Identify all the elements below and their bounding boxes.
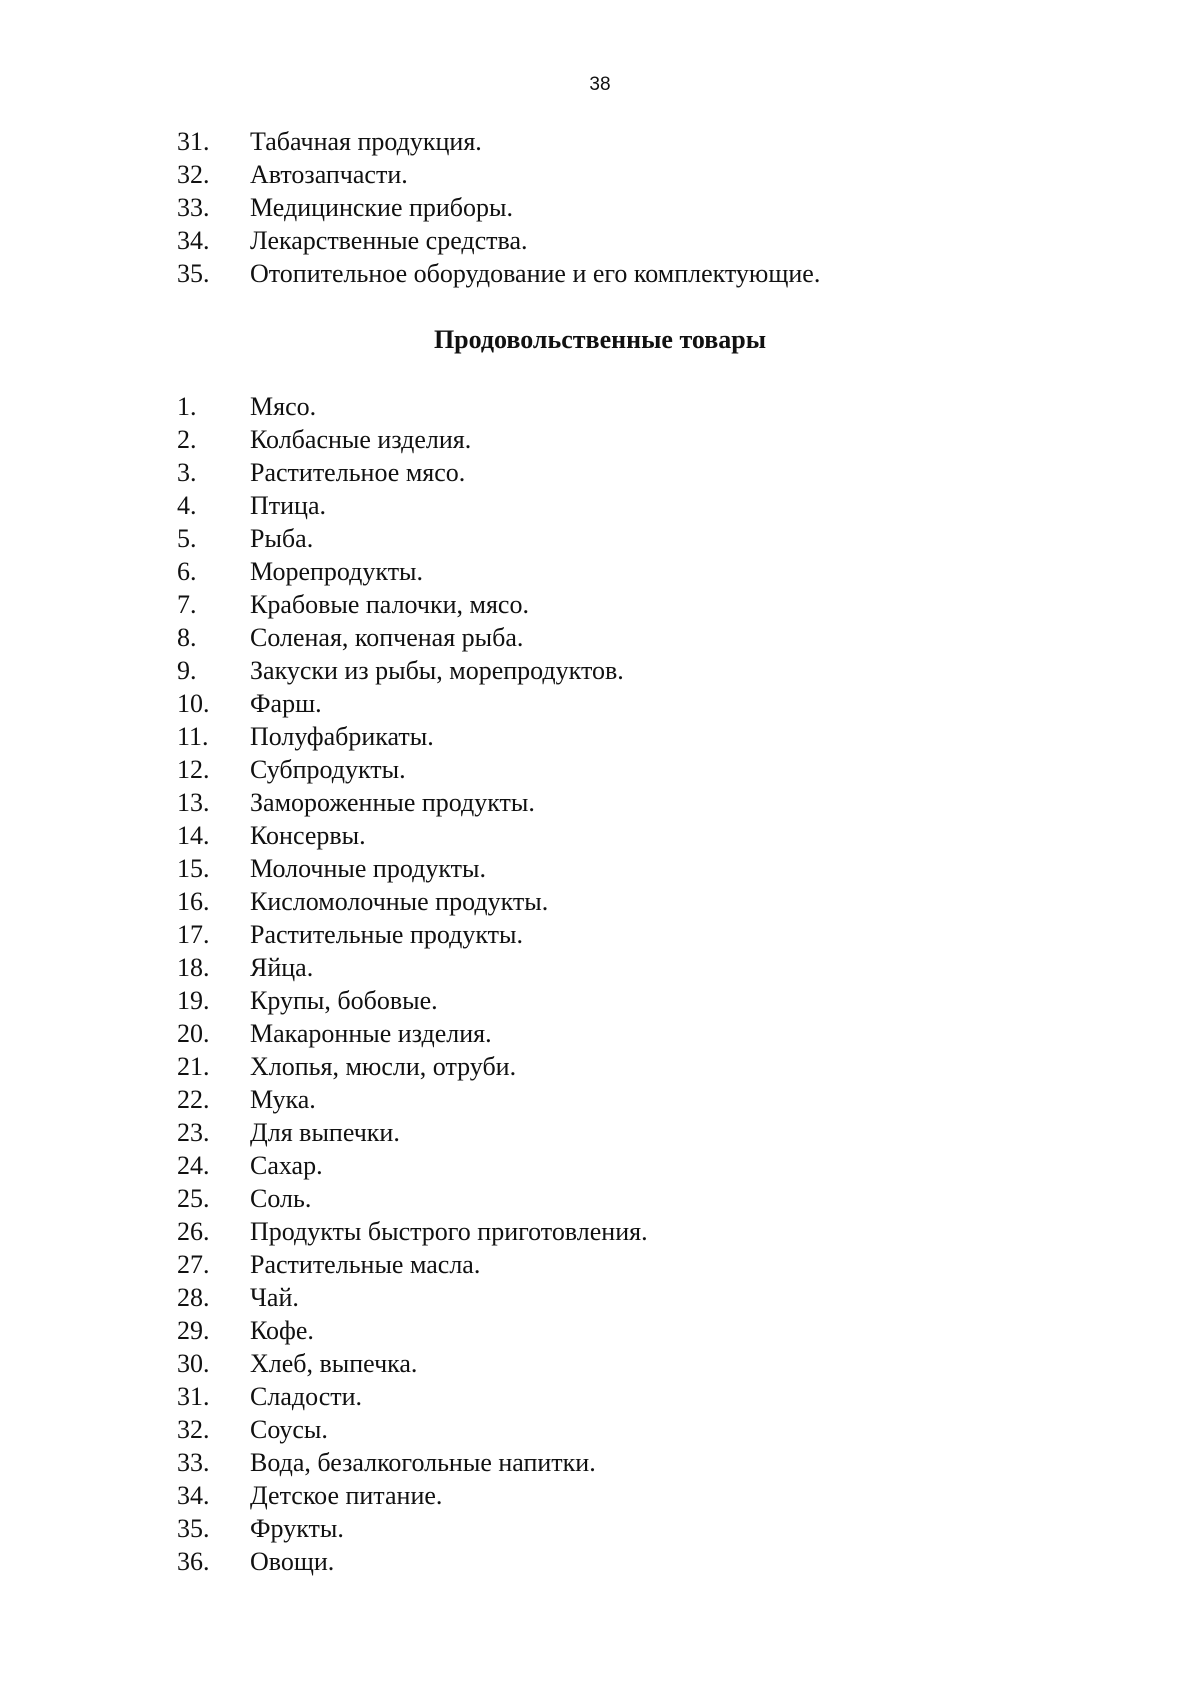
list-item-text: Кофе. (250, 1316, 314, 1345)
list-item-number: 33. (177, 1448, 210, 1477)
list-item-number: 3. (177, 458, 197, 487)
page-number: 38 (589, 74, 611, 95)
list-item-number: 31. (177, 127, 210, 156)
list-item-text: Табачная продукция. (250, 127, 482, 156)
list-item-number: 30. (177, 1349, 210, 1378)
list-item-text: Рыба. (250, 524, 314, 553)
list-item-text: Овощи. (250, 1547, 335, 1576)
list-item-number: 4. (177, 491, 197, 520)
list-item-number: 13. (177, 788, 210, 817)
list-item-number: 36. (177, 1547, 210, 1576)
list-item-text: Продукты быстрого приготовления. (250, 1217, 648, 1246)
list-item-number: 21. (177, 1052, 210, 1081)
list-item-number: 5. (177, 524, 197, 553)
list-item-text: Птица. (250, 491, 327, 520)
list-item-text: Полуфабрикаты. (250, 722, 434, 751)
list-item-text: Фарш. (250, 689, 322, 718)
list-item-text: Хлеб, выпечка. (250, 1349, 418, 1378)
list-item-text: Медицинские приборы. (250, 193, 514, 222)
list-item-number: 34. (177, 226, 210, 255)
list-item-text: Сахар. (250, 1151, 323, 1180)
list-item-number: 20. (177, 1019, 210, 1048)
list-item-text: Колбасные изделия. (250, 425, 472, 454)
list-item-number: 32. (177, 1415, 210, 1444)
list-item-text: Соленая, копченая рыба. (250, 623, 524, 652)
list-item-number: 6. (177, 557, 197, 586)
list-item-number: 22. (177, 1085, 210, 1114)
list-item-number: 32. (177, 160, 210, 189)
list-item-number: 1. (177, 392, 197, 421)
list-item-number: 19. (177, 986, 210, 1015)
list-item-text: Растительные продукты. (250, 920, 523, 949)
list-item-number: 10. (177, 689, 210, 718)
section-heading: Продовольственные товары (433, 325, 767, 354)
list-item-number: 8. (177, 623, 197, 652)
list-item-text: Крабовые палочки, мясо. (250, 590, 529, 619)
list-item-number: 9. (177, 656, 197, 685)
list-item-text: Вода, безалкогольные напитки. (250, 1448, 596, 1477)
list-item-number: 15. (177, 854, 210, 883)
list-item-text: Яйца. (250, 953, 314, 982)
list-item-number: 33. (177, 193, 210, 222)
list-item-number: 23. (177, 1118, 210, 1147)
list-item-number: 24. (177, 1151, 210, 1180)
list-item-number: 17. (177, 920, 210, 949)
list-item-number: 35. (177, 259, 210, 288)
list-item-text: Закуски из рыбы, морепродуктов. (250, 656, 624, 685)
list-item-number: 12. (177, 755, 210, 784)
list-item-number: 27. (177, 1250, 210, 1279)
list-item-text: Соусы. (250, 1415, 328, 1444)
list-item-text: Мясо. (250, 392, 317, 421)
list-item-text: Автозапчасти. (250, 160, 408, 189)
list-item-number: 14. (177, 821, 210, 850)
list-item-number: 28. (177, 1283, 210, 1312)
list-item-number: 29. (177, 1316, 210, 1345)
list-item-number: 26. (177, 1217, 210, 1246)
list-item-text: Соль. (250, 1184, 312, 1213)
list-item-text: Детское питание. (250, 1481, 443, 1510)
list-item-number: 18. (177, 953, 210, 982)
list-item-number: 35. (177, 1514, 210, 1543)
list-item-text: Кисломолочные продукты. (250, 887, 549, 916)
list-item-number: 2. (177, 425, 197, 454)
list-item-number: 31. (177, 1382, 210, 1411)
list-item-text: Консервы. (250, 821, 366, 850)
list-item-number: 34. (177, 1481, 210, 1510)
list-item-text: Растительное мясо. (250, 458, 466, 487)
list-item-text: Мука. (250, 1085, 316, 1114)
list-item-number: 16. (177, 887, 210, 916)
list-item-text: Морепродукты. (250, 557, 424, 586)
list-item-text: Растительные масла. (250, 1250, 481, 1279)
list-item-number: 25. (177, 1184, 210, 1213)
list-item-text: Молочные продукты. (250, 854, 486, 883)
list-item-text: Сладости. (250, 1382, 363, 1411)
list-item-text: Чай. (250, 1283, 299, 1312)
list-item-text: Хлопья, мюсли, отруби. (250, 1052, 517, 1081)
list-item-text: Крупы, бобовые. (250, 986, 438, 1015)
list-item-text: Фрукты. (250, 1514, 344, 1543)
list-item-text: Отопительное оборудование и его комплектующие. (250, 259, 821, 288)
list-item-number: 11. (177, 722, 209, 751)
list-item-text: Для выпечки. (250, 1118, 400, 1147)
list-item-text: Лекарственные средства. (250, 226, 528, 255)
list-item-text: Замороженные продукты. (250, 788, 535, 817)
list-item-text: Макаронные изделия. (250, 1019, 492, 1048)
list-item-text: Субпродукты. (250, 755, 406, 784)
list-item-number: 7. (177, 590, 197, 619)
